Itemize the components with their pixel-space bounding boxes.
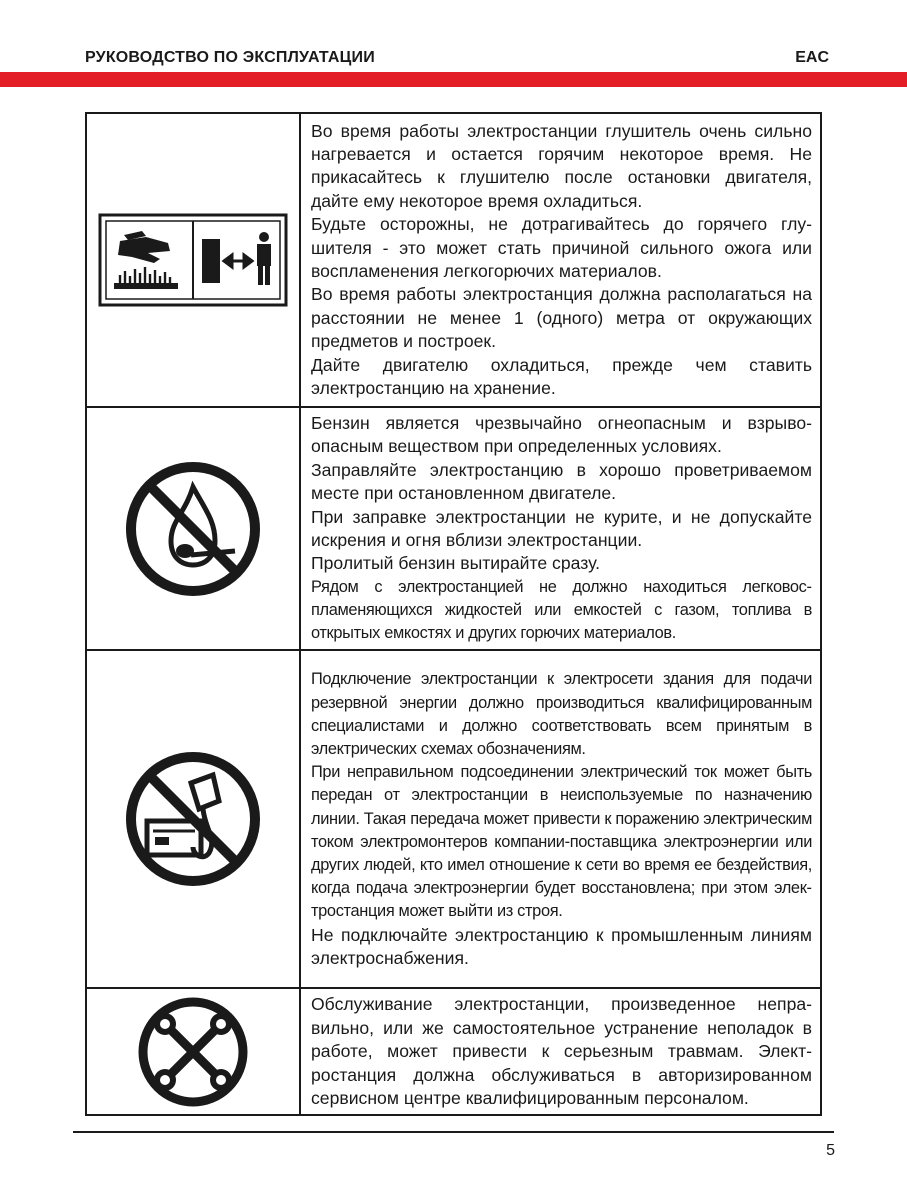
paragraph: Не подключайте электростанцию к промышленным линиям электроснабжения. xyxy=(311,924,812,969)
paragraph: Дайте двигателю охладиться, прежде чем ставить электростанцию на хранение. xyxy=(311,354,812,399)
page-number: 5 xyxy=(826,1142,835,1159)
no-grid-connection-icon xyxy=(123,749,263,889)
icon-cell xyxy=(86,988,300,1115)
eac-mark: EAC xyxy=(795,49,829,66)
hot-muffler-distance-icon xyxy=(98,213,288,307)
paragraph: При заправке электростанции не курите, и не допускайте искрения и огня вблизи электростанции. xyxy=(311,506,812,551)
text-cell xyxy=(300,988,821,1115)
paragraph: Заправляйте электростанцию в хорошо проветриваемом месте при остановленном двигателе. xyxy=(311,459,812,504)
header-red-bar xyxy=(0,72,907,87)
icon-cell xyxy=(86,113,300,407)
document-title: РУКОВОДСТВО ПО ЭКСПЛУАТАЦИИ xyxy=(85,49,375,66)
safety-table xyxy=(85,112,822,1116)
page-header xyxy=(0,0,907,88)
safety-row-self-repair xyxy=(86,988,821,1115)
no-open-flame-icon xyxy=(123,459,263,599)
footer-divider xyxy=(73,1131,834,1133)
paragraph: Обслуживание электростанции, произведенное неправильно, или же самостоятельное устранение неполадок в работе, может привести к серьезным травмам. Электростанция должна обслуживаться в авторизированном сервисном центре квалифицированным персоналом. xyxy=(311,994,812,1109)
paragraph: Будьте осторожны, не дотрагивайтесь до горячего глушителя - это может стать причиной сильного ожога или воспламенения легкогорючих материалов. xyxy=(311,214,812,281)
paragraph: Во время работы электростанция должна располагаться на расстоянии не менее 1 (одного) метра от окружающих предметов и построек. xyxy=(311,284,812,352)
paragraph: Бензин является чрезвычайно огнеопасным и взрывоопасным веществом при определенных условиях. xyxy=(311,413,812,457)
icon-cell xyxy=(86,650,300,988)
text-cell xyxy=(300,407,821,650)
safety-row-hot-muffler xyxy=(86,113,821,407)
text-cell xyxy=(300,650,821,988)
safety-row-grid-connection xyxy=(86,650,821,988)
icon-cell xyxy=(86,407,300,650)
paragraph: Рядом с электростанцией не должно находиться легковоспламеняющихся жидкостей или емкостей с газом, топлива в открытых емкостях и других горючих материалов. xyxy=(311,577,812,643)
paragraph: Пролитый бензин вытирайте сразу. xyxy=(311,553,600,574)
paragraph: Подключение электростанции к электросети здания для подачи резервной энергии должно производиться квалифицированным специалистами и должно соответствовать всем принятым в электрических схемах обозначениям. xyxy=(311,670,812,759)
text-cell xyxy=(300,113,821,407)
no-self-repair-icon xyxy=(137,996,249,1108)
paragraph: Во время работы электростанции глушитель очень сильно нагревается и остается горячим некоторое время. Не прикасайтесь к глушителю после остановки двигателя, дайте ему некоторое время охладиться. xyxy=(311,120,812,211)
paragraph: При неправильном подсоединении электрический ток может быть передан от электростанции в неиспользуемые по назначению линии. Такая передача может привести к поражению электрическим током электромонтеров компании-поставщика электроэнергии или других людей, кто имел отношение к сети во время ее бездействия, когда подача электроэнергии будет восстановлена; при этом электростанция может выйти из строя. xyxy=(311,763,812,921)
safety-row-flammable xyxy=(86,407,821,650)
